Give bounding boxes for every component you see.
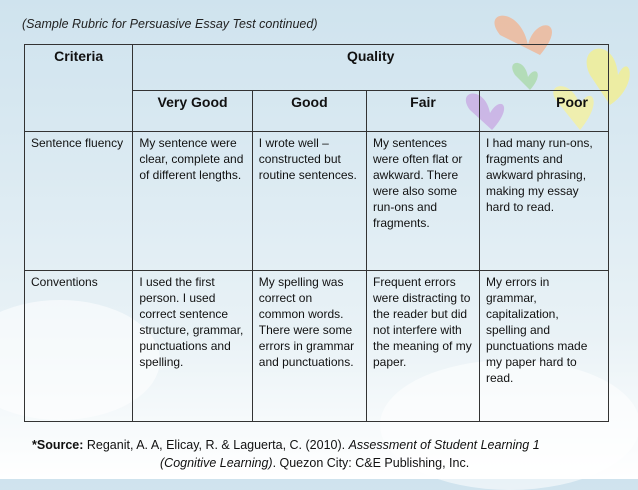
level-poor: Poor <box>479 90 608 131</box>
level-good: Good <box>252 90 366 131</box>
source-subtitle: (Cognitive Learning) <box>160 456 273 470</box>
source-label: *Source: <box>32 438 84 452</box>
table-cell: My sentences were often flat or awkward. There were also some run-ons and fragments. <box>367 132 480 271</box>
table-row <box>25 271 609 422</box>
source-citation <box>32 436 592 472</box>
level-very-good: Very Good <box>133 90 252 131</box>
caption: (Sample Rubric for Persuasive Essay Test continued) <box>22 17 318 31</box>
table-row <box>25 132 609 271</box>
criterion-cell: Conventions <box>25 271 133 422</box>
table-cell: My sentence were clear, complete and of different lengths. <box>133 132 252 271</box>
criterion-cell: Sentence fluency <box>25 132 133 271</box>
source-title: Assessment of Student Learning 1 <box>348 438 540 452</box>
table-cell: My spelling was correct on common words. There were some errors in grammar and punctuations. <box>252 271 366 422</box>
criteria-header: Criteria <box>25 45 133 132</box>
table-cell: Frequent errors were distracting to the reader but did not interfere with the meaning of my paper. <box>367 271 480 422</box>
level-fair: Fair <box>367 90 480 131</box>
quality-header: Quality <box>133 45 609 91</box>
source-authors: Reganit, A. A, Elicay, R. & Laguerta, C. (2010). <box>83 438 349 452</box>
rubric-table <box>24 44 609 422</box>
source-publisher: . Quezon City: C&E Publishing, Inc. <box>272 456 470 470</box>
table-cell: I used the first person. I used correct sentence structure, grammar, punctuations and spelling. <box>133 271 252 422</box>
table-cell: I wrote well – constructed but routine sentences. <box>252 132 366 271</box>
table-cell: I had many run-ons, fragments and awkward phrasing, making my essay hard to read. <box>479 132 608 271</box>
table-cell: My errors in grammar, capitalization, spelling and punctuations made my paper hard to read. <box>479 271 608 422</box>
